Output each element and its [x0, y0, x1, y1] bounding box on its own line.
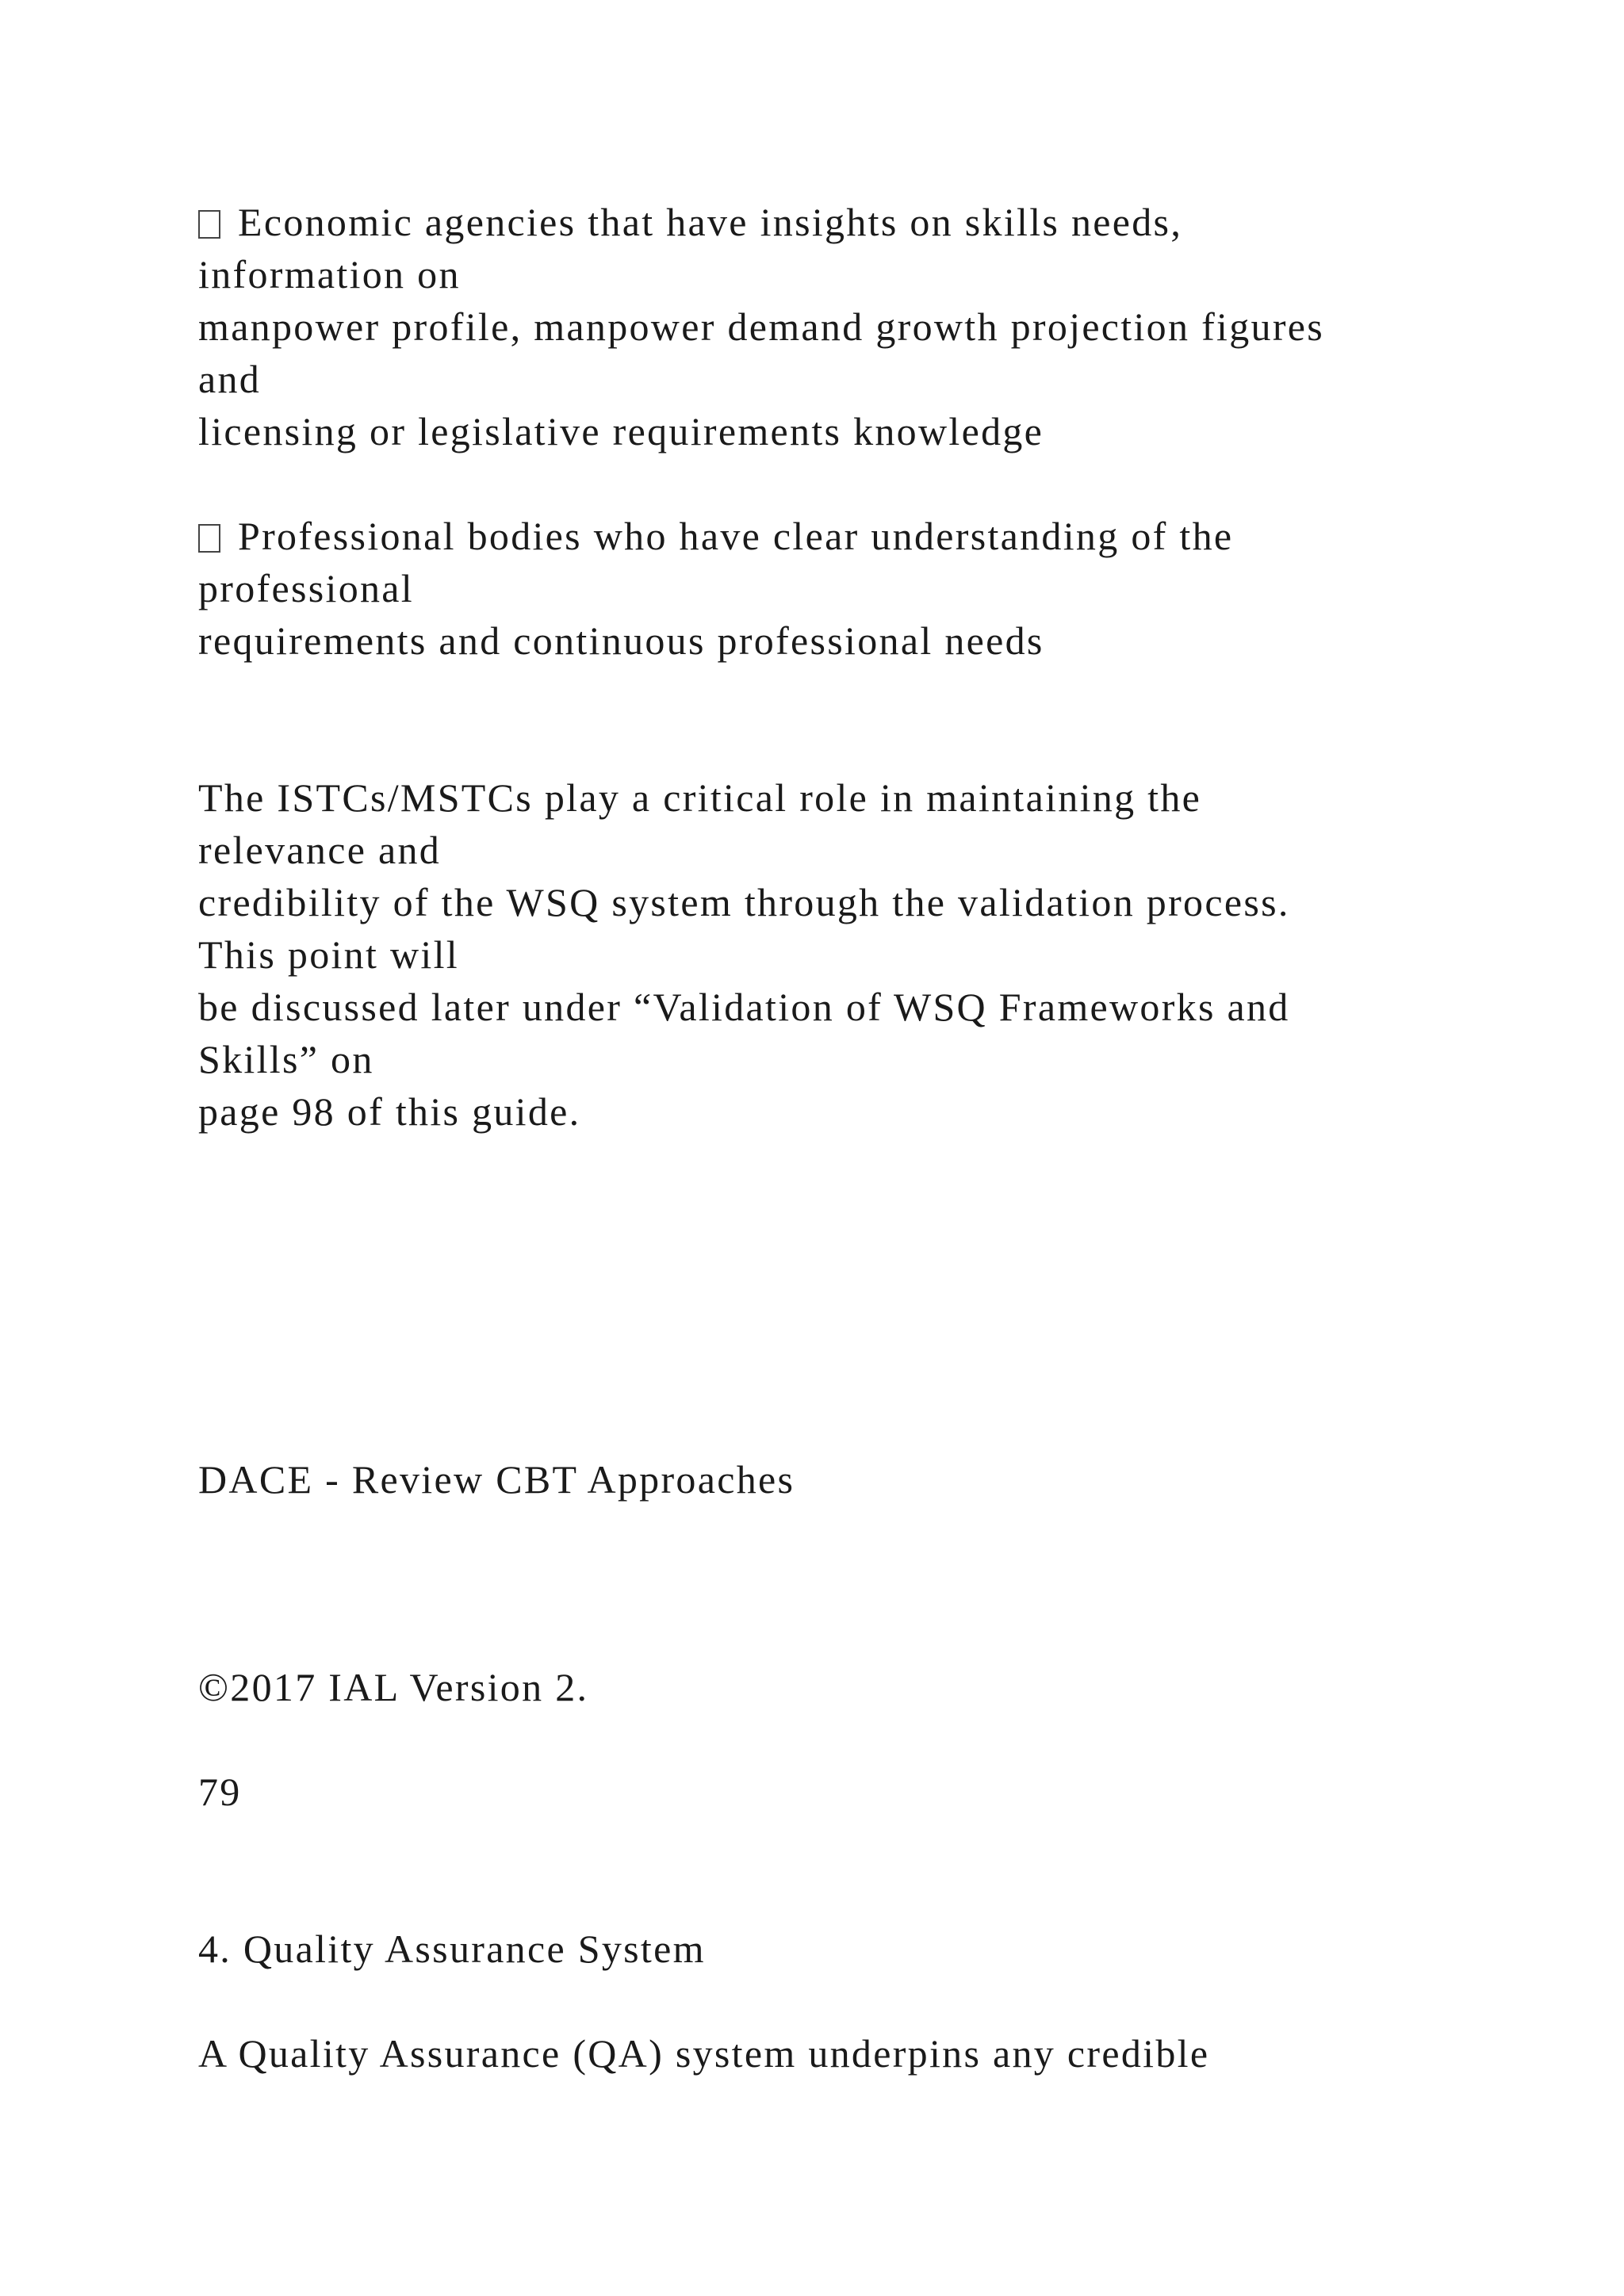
- paragraph-line-1: The ISTCs/MSTCs play a critical role in maintaining the: [198, 775, 1202, 820]
- bullet-1-line-4: and: [198, 357, 262, 401]
- bullet-2-line-2: professional: [198, 566, 414, 610]
- paragraph-line-3: credibility of the WSQ system through the validation process.: [198, 880, 1290, 924]
- paragraph-line-4: This point will: [198, 932, 459, 977]
- paragraph-line-2: relevance and: [198, 828, 442, 872]
- bullet-box-icon: [198, 210, 220, 239]
- bullet-2-line-1: Professional bodies who have clear understanding of the: [198, 511, 1233, 561]
- paragraph-line-6: Skills” on: [198, 1037, 374, 1081]
- copyright-line: ©2017 IAL Version 2.: [198, 1665, 589, 1709]
- bullet-1-line-3: manpower profile, manpower demand growth projection figures: [198, 304, 1325, 349]
- paragraph-line-7: page 98 of this guide.: [198, 1089, 581, 1134]
- bullet-box-icon: [198, 524, 220, 553]
- bullet-2-line-3: requirements and continuous professional needs: [198, 618, 1044, 663]
- page-number: 79: [198, 1770, 242, 1814]
- bullet-1-line-5: licensing or legislative requirements knowledge: [198, 409, 1044, 453]
- section-first-line: A Quality Assurance (QA) system underpins any credible: [198, 2031, 1210, 2076]
- section-heading: 4. Quality Assurance System: [198, 1927, 706, 1971]
- bullet-1-line-1: Economic agencies that have insights on skills needs,: [198, 197, 1182, 247]
- course-title: DACE - Review CBT Approaches: [198, 1457, 795, 1502]
- bullet-1-line-2: information on: [198, 252, 461, 297]
- paragraph-line-5: be discussed later under “Validation of WSQ Frameworks and: [198, 985, 1290, 1029]
